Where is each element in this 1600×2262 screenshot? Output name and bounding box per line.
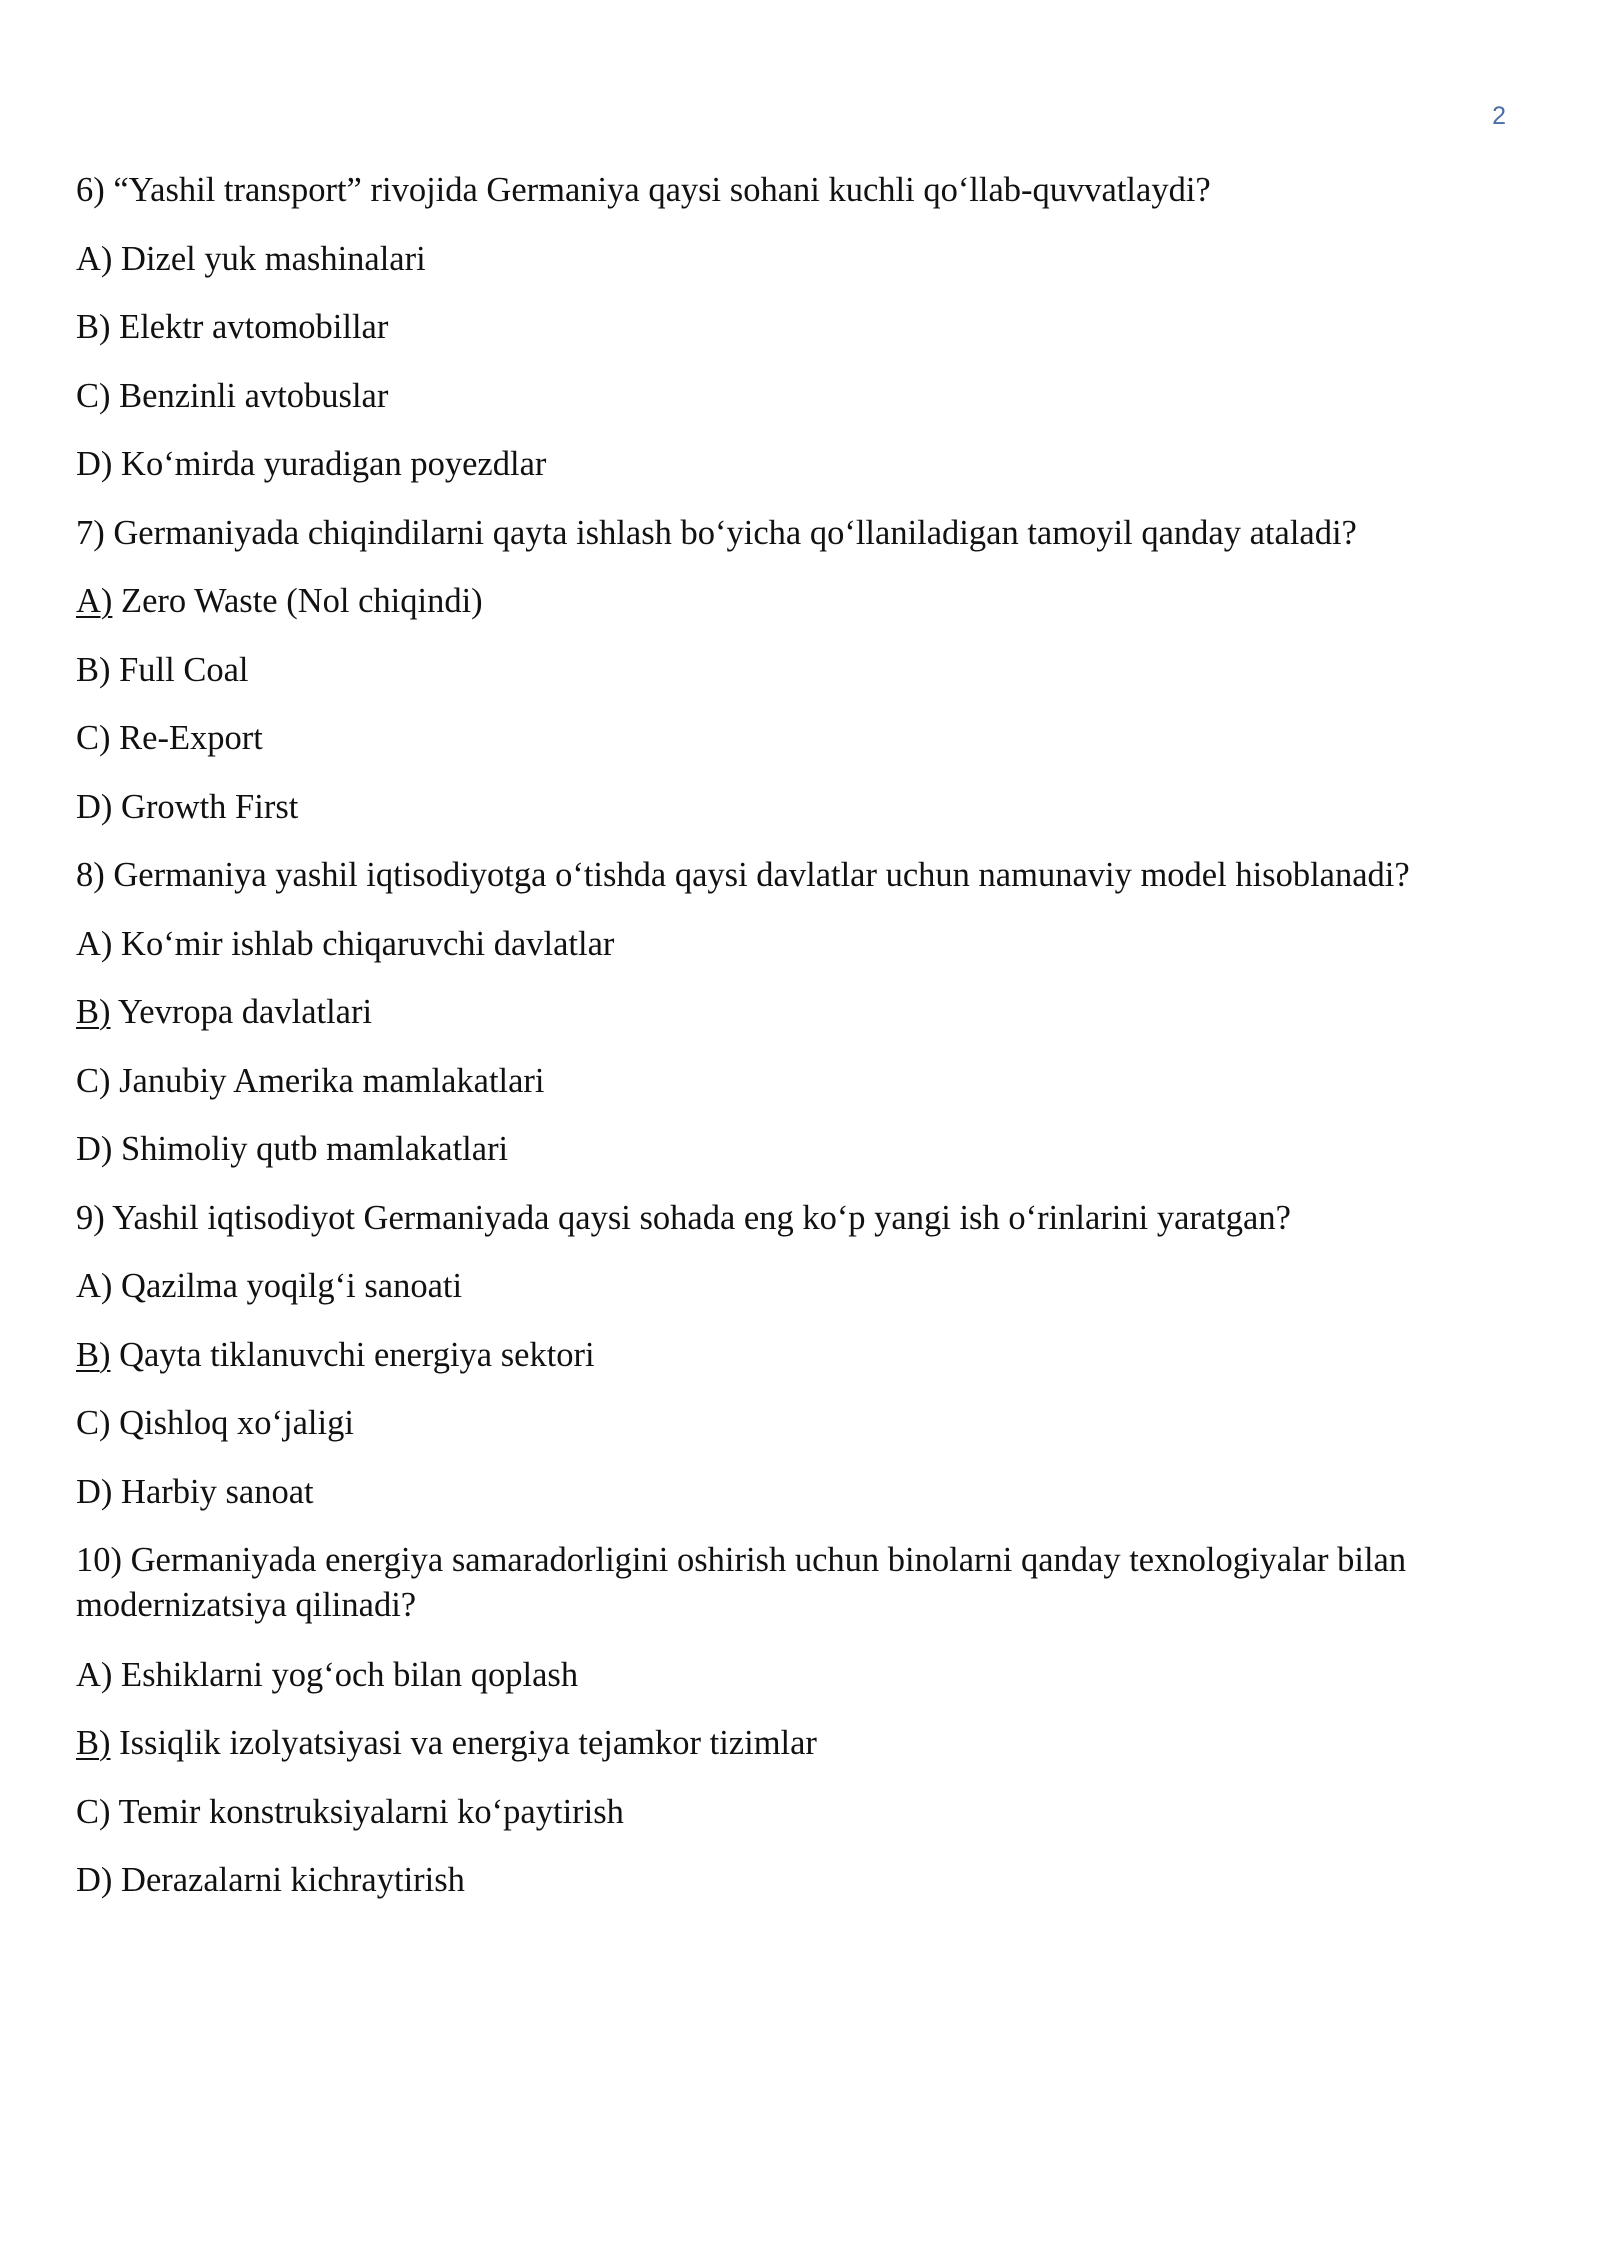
option-text: Qazilma yoqilg‘i sanoati — [112, 1267, 463, 1305]
question-9-option-a — [76, 1264, 1536, 1308]
question-8-option-c — [76, 1059, 1536, 1103]
option-letter: D) — [76, 1130, 113, 1168]
question-7-option-d — [76, 785, 1536, 829]
option-text: Zero Waste (Nol chiqindi) — [112, 582, 483, 620]
option-letter: D) — [76, 1472, 113, 1511]
option-letter: A) — [76, 239, 113, 278]
marked-answer-letter: B) — [76, 993, 111, 1031]
option-letter: D) — [76, 1861, 113, 1899]
marked-answer-letter: A) — [76, 582, 113, 620]
question-8-option-a — [76, 922, 1536, 966]
question-6: 6) “Yashil transport” rivojida Germaniya qaysi sohani kuchli qo‘llab-quvvatlaydi? — [76, 171, 1211, 209]
option-text: Harbiy sanoat — [112, 1472, 314, 1511]
option-letter: B) — [76, 650, 111, 689]
option-text: Elektr avtomobillar — [110, 308, 389, 346]
option-text: Ko‘mirda yuradigan poyezdlar — [112, 445, 547, 483]
option-text: Janubiy Amerika mamlakatlari — [110, 1061, 545, 1100]
option-letter: C) — [76, 1792, 111, 1831]
question-9-option-b — [76, 1333, 1536, 1377]
question-list — [76, 168, 1536, 1902]
option-text: Ko‘mir ishlab chiqaruvchi davlatlar — [112, 924, 615, 963]
question-9-option-d — [76, 1470, 1536, 1514]
option-letter: D) — [76, 445, 113, 483]
question-10: 10) Germaniyada energiya samaradorligini oshirish uchun binolarni qanday texnologiyalar bilan modernizatsiya qilinadi? — [76, 1541, 1407, 1624]
question-7: 7) Germaniyada chiqindilarni qayta ishlash bo‘yicha qo‘llaniladigan tamoyil qanday ataladi? — [76, 513, 1357, 552]
marked-answer-letter: B) — [76, 1335, 111, 1374]
option-letter: C) — [76, 376, 111, 415]
question-7-option-b — [76, 648, 1536, 692]
question-9: 9) Yashil iqtisodiyot Germaniyada qaysi sohada eng ko‘p yangi ish o‘rinlarini yaratgan? — [76, 1198, 1291, 1237]
question-7-option-c — [76, 716, 1536, 760]
question-8-option-b — [76, 990, 1536, 1034]
question-10-option-b — [76, 1721, 1536, 1765]
question-8-option-d — [76, 1127, 1536, 1171]
option-text: Eshiklarni yog‘och bilan qoplash — [112, 1655, 579, 1694]
option-letter: C) — [76, 1404, 111, 1442]
question-9-option-c — [76, 1401, 1536, 1445]
option-letter: C) — [76, 719, 111, 757]
option-letter: C) — [76, 1061, 111, 1100]
option-text: Full Coal — [110, 650, 249, 689]
option-text: Benzinli avtobuslar — [110, 376, 389, 415]
option-letter: A) — [76, 924, 113, 963]
option-text: Qayta tiklanuvchi energiya sektori — [110, 1335, 595, 1374]
question-6-option-b — [76, 305, 1536, 349]
option-text: Temir konstruksiyalarni ko‘paytirish — [110, 1792, 624, 1831]
option-letter: A) — [76, 1655, 113, 1694]
option-text: Issiqlik izolyatsiyasi va energiya tejamkor tizimlar — [110, 1724, 817, 1762]
option-letter: D) — [76, 787, 113, 826]
option-text: Growth First — [112, 787, 299, 826]
question-8: 8) Germaniya yashil iqtisodiyotga o‘tishda qaysi davlatlar uchun namunaviy model hisoblanadi? — [76, 856, 1410, 894]
option-text: Derazalarni kichraytirish — [112, 1861, 465, 1899]
option-text: Qishloq xo‘jaligi — [110, 1404, 354, 1442]
marked-answer-letter: B) — [76, 1724, 111, 1762]
question-7-option-a — [76, 579, 1536, 623]
option-text: Shimoliy qutb mamlakatlari — [112, 1130, 509, 1168]
question-10-option-d — [76, 1858, 1536, 1902]
question-10-option-a — [76, 1653, 1536, 1697]
option-text: Re-Export — [110, 719, 263, 757]
question-6-option-d — [76, 442, 1536, 486]
option-letter: A) — [76, 1267, 113, 1305]
option-text: Dizel yuk mashinalari — [112, 239, 426, 278]
question-6-option-a — [76, 237, 1536, 281]
question-6-option-c — [76, 374, 1536, 418]
option-text: Yevropa davlatlari — [110, 993, 373, 1031]
question-10-option-c — [76, 1790, 1536, 1834]
option-letter: B) — [76, 308, 111, 346]
page-number: 2 — [1492, 102, 1506, 130]
